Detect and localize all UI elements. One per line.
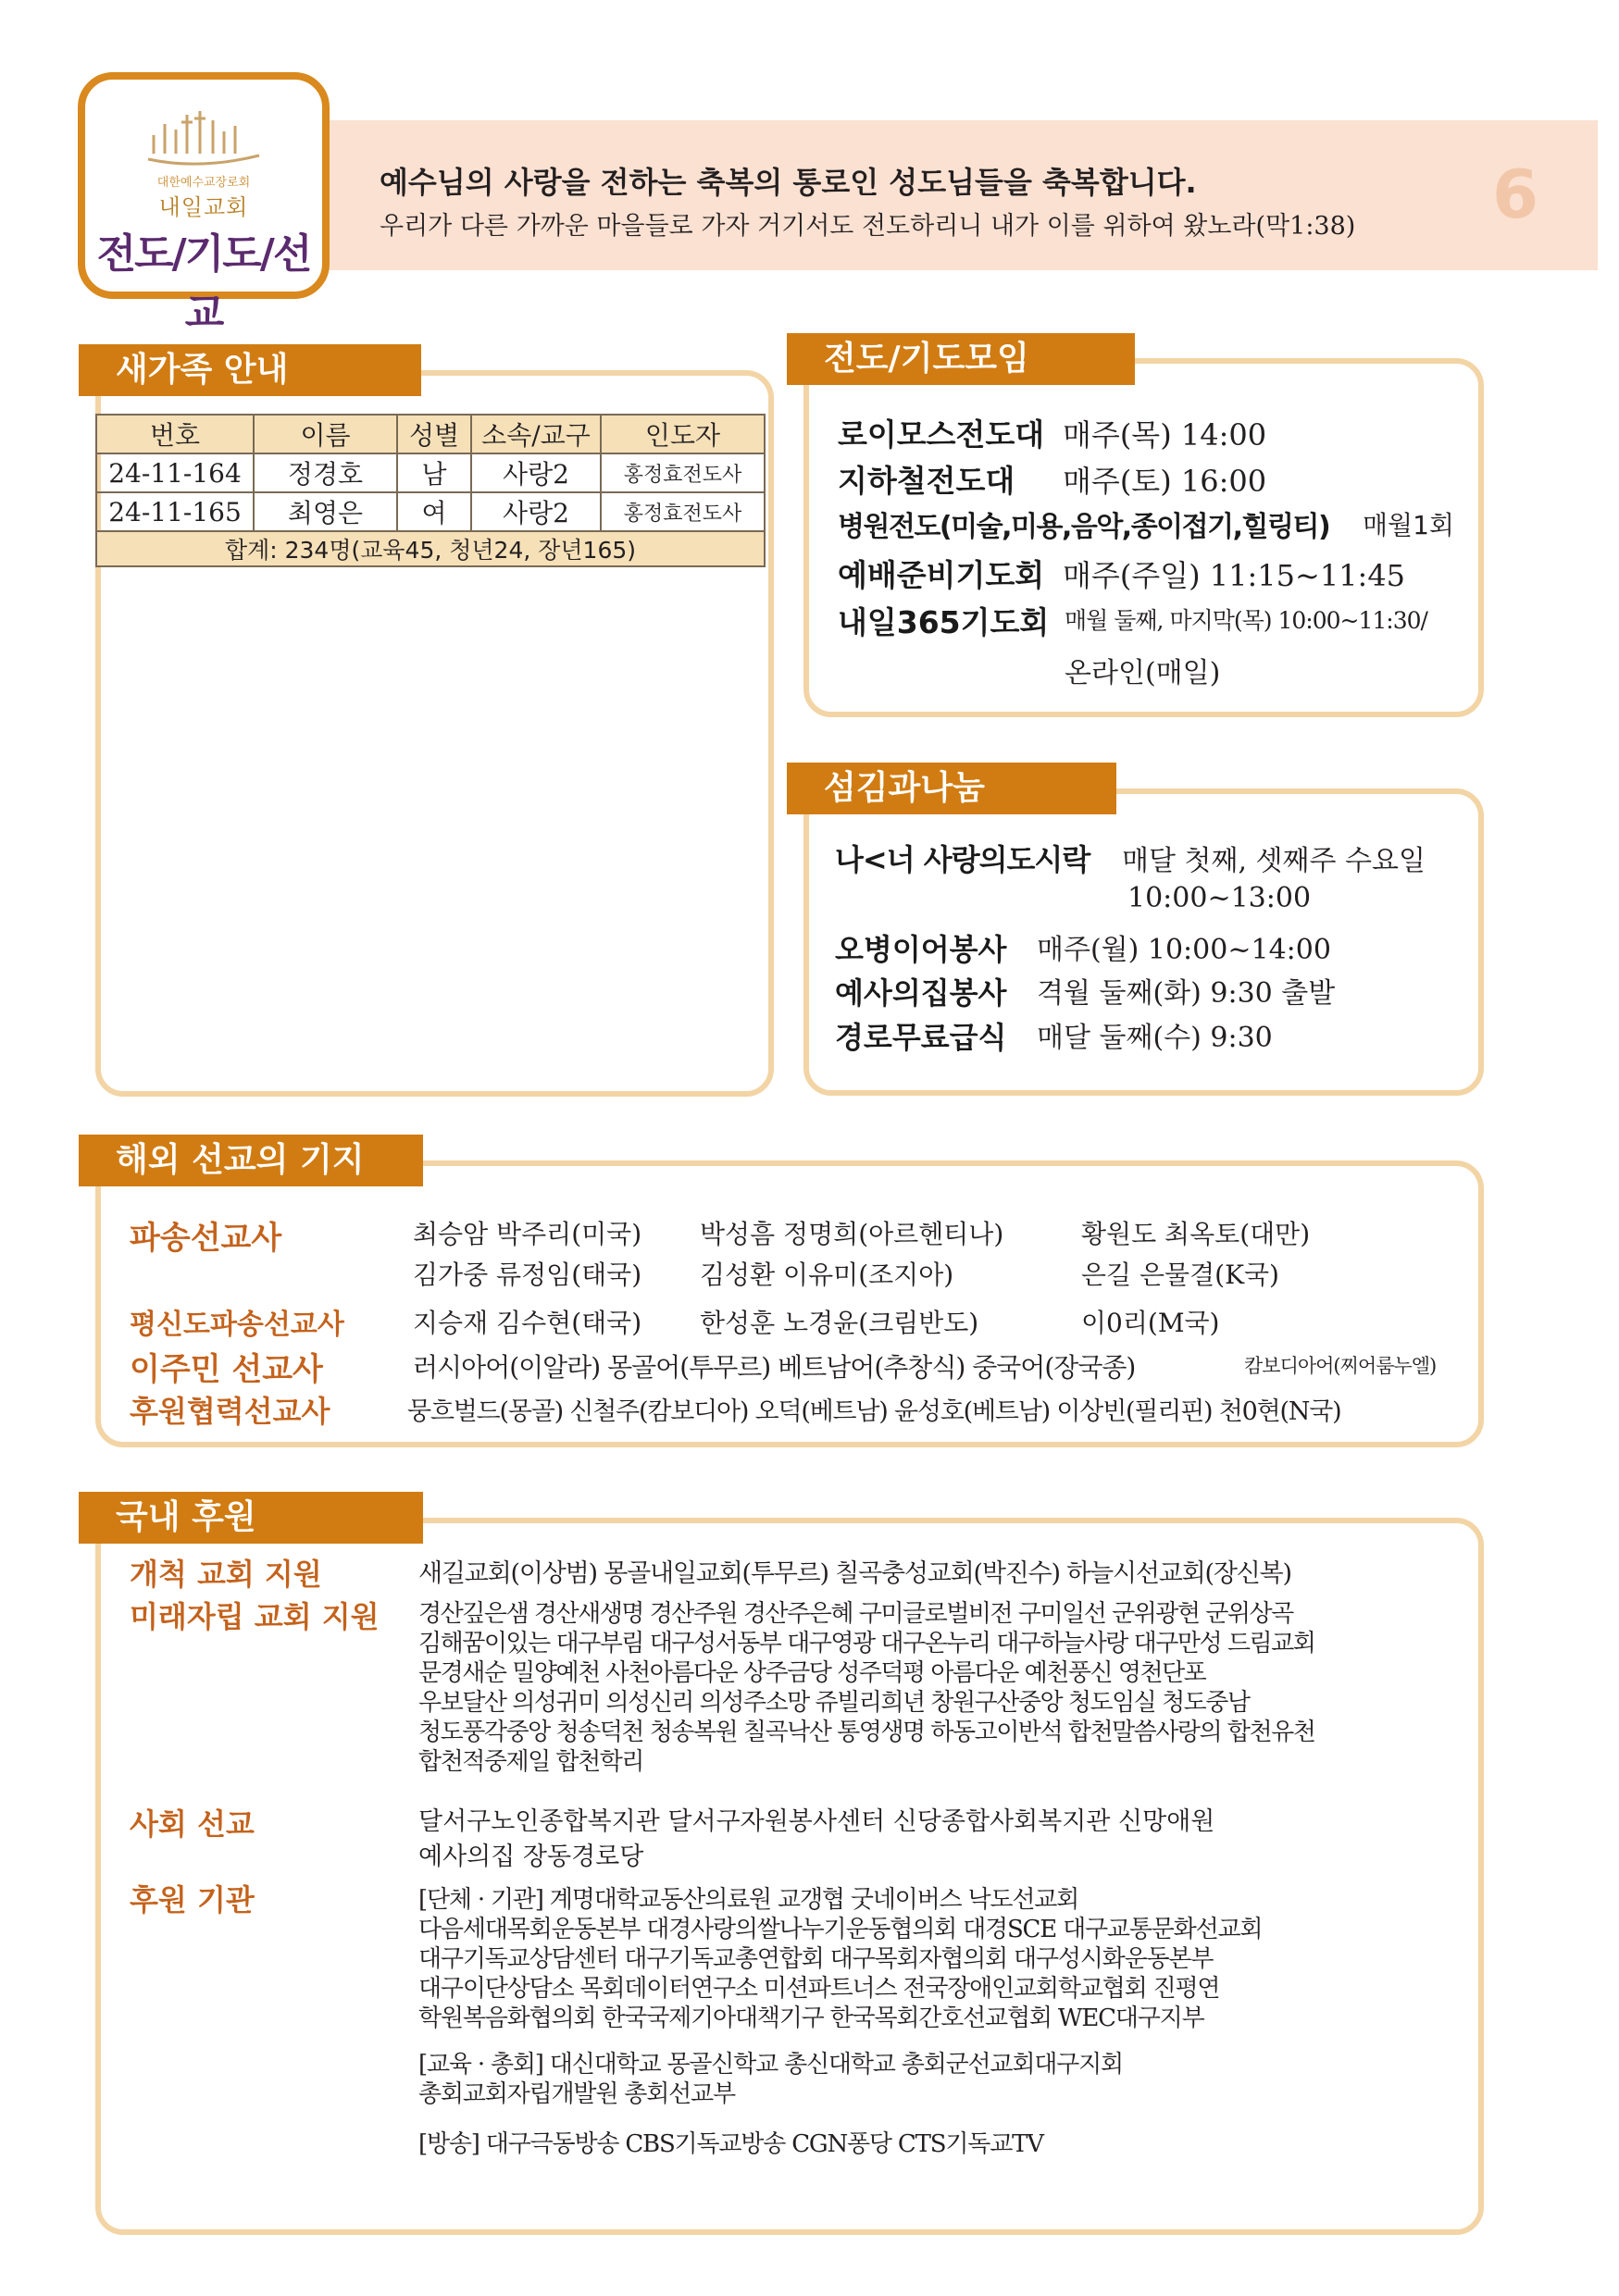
evangelism-label: 예배준비기도회 [838,557,1045,593]
table-cell: 24-11-165 [96,492,254,531]
section-title: 전도/기도/선교 [96,230,311,337]
missionary-entry: 지승재 김수현(태국) [413,1308,642,1338]
service-label: 오병이어봉사 [835,932,1007,967]
church-planting-label: 개척 교회 지원 [130,1557,322,1592]
table-cell: 남 [397,453,471,492]
migrant-missionary-label: 이주민 선교사 [130,1351,323,1388]
table-cell: 24-11-164 [96,453,254,492]
missionary-entry: 한성훈 노경윤(크림반도) [700,1308,979,1338]
evangelism-value: 매주(토) 16:00 [1063,464,1267,499]
table-row [96,453,765,492]
service-value: 매주(월) 10:00~14:00 [1037,934,1331,966]
support-org-line: 다음세대목회운동본부 대경사랑의쌀나누기운동협의회 대경SCE 대구교통문화선교회 [418,1916,1263,1943]
column-header: 번호 [96,415,254,453]
missionary-entry: 은길 은물결(K국) [1081,1260,1279,1290]
domestic-tab: 국내 후원 [79,1492,423,1544]
evangelism-value: 매월1회 [1363,510,1454,540]
table-cell: 홍정효전도사 [601,453,765,492]
social-mission-label: 사회 선교 [130,1806,255,1842]
table-cell: 사랑2 [471,492,601,531]
evangelism-label: 내일365기도회 [838,604,1050,640]
support-org-line: [교육 · 총회] 대신대학교 몽골신학교 총신대학교 총회군선교회대구지회 [418,2051,1123,2079]
table-cell: 정경호 [254,453,397,492]
evangelism-value: 매주(주일) 11:15~11:45 [1063,558,1406,593]
future-church-line: 청도풍각중앙 청송덕천 청송복원 칠곡낙산 통영생명 하동고이반석 합천말씀사랑의 합천유천 [418,1719,1315,1746]
support-org-line: 대구기독교상담센터 대구기독교총연합회 대구목회자협의회 대구성시화운동본부 [418,1945,1214,1973]
future-church-line: 문경새순 밀양예천 사천아름다운 상주금당 성주덕평 아름다운 예천풍신 영천단포 [418,1659,1206,1687]
evangelism-label: 지하철전도대 [838,463,1015,499]
service-value: 매달 둘째(수) 9:30 [1037,1022,1273,1054]
migrant-missionary-list: 러시아어(이알라) 몽골어(투무르) 베트남어(추창식) 중국어(장국종) [413,1352,1136,1383]
support-org-line: 총회교회자립개발원 총회선교부 [418,2080,735,2108]
table-row [96,492,765,531]
missionary-entry: 김성환 이유미(조지아) [700,1260,954,1290]
support-org-line: [단체 · 기관] 계명대학교동산의료원 교갱협 굿네이버스 낙도선교회 [418,1886,1079,1914]
support-org-line: 학원복음화협의회 한국국제기아대책기구 한국목회간호선교협회 WEC대구지부 [418,2004,1204,2032]
logo-subtitle: 대한예수교장로회 [156,176,251,190]
table-cell: 여 [397,492,471,531]
service-value: 매달 첫째, 셋째주 수요일 [1122,845,1426,877]
future-church-line: 김해꿈이있는 대구부림 대구성서동부 대구영광 대구온누리 대구하늘사랑 대구만성 드림교회 [418,1630,1315,1657]
evangelism-label: 로이모스전도대 [838,416,1045,453]
evangelism-value-2: 온라인(매일) [1065,657,1221,689]
future-church-line: 합천적중제일 합천학리 [418,1748,643,1776]
partner-missionary-list: 뭉흐벌드(몽골) 신철주(캄보디아) 오덕(베트남) 윤성호(베트남) 이상빈(필리핀) 천0현(N국) [407,1397,1341,1426]
support-org-line: 대구이단상담소 목회데이터연구소 미션파트너스 전국장애인교회학교협회 진평연 [418,1975,1220,2003]
bible-verse: 우리가 다른 가까운 마을들로 가자 거기서도 전도하리니 내가 이를 위하여 왔노라(막1:38) [380,212,1356,241]
evangelism-value: 매주(목) 14:00 [1063,417,1267,453]
missionary-entry: 박성흠 정명희(아르헨티나) [700,1219,1004,1249]
missionary-entry: 이0리(M국) [1081,1308,1220,1338]
church-planting-list: 새길교회(이상범) 몽골내일교회(투무르) 칠곡충성교회(박진수) 하늘시선교회(장신복) [418,1559,1291,1588]
table-cell: 사랑2 [471,453,601,492]
table-total-row [96,531,765,566]
lay-missionary-label: 평신도파송선교사 [130,1309,344,1341]
church-logo-box [78,72,330,337]
migrant-missionary-extra: 캄보디아어(찌어룸누엘) [1244,1355,1437,1377]
partner-missionary-label: 후원협력선교사 [130,1394,330,1429]
church-logo-icon [144,107,265,172]
social-mission-line: 예사의집 장동경로당 [418,1843,644,1871]
missionary-entry: 김가중 류정임(태국) [413,1260,642,1290]
missionary-entry: 황원도 최옥토(대만) [1081,1219,1311,1249]
column-header: 인도자 [601,415,765,453]
total-count: 합계: 234명(교육45, 청년24, 장년165) [96,531,765,566]
support-org-line: [방송] 대구극동방송 CBS기독교방송 CGN퐁당 CTS기독교TV [418,2130,1043,2158]
missionary-entry: 최승암 박주리(미국) [413,1219,642,1249]
page-number: 6 [1492,155,1539,233]
table-header-row [96,415,765,453]
service-tab: 섬김과나눔 [787,763,1116,814]
evangelism-tab: 전도/기도모임 [787,333,1135,385]
future-church-label: 미래자립 교회 지원 [130,1599,380,1634]
support-org-label: 후원 기관 [130,1882,255,1917]
table-cell: 최영은 [254,492,397,531]
new-family-table [95,414,766,567]
future-church-line: 경산깊은샘 경산새생명 경산주원 경산주은혜 구미글로벌비전 구미일선 군위광현 군위상곡 [418,1600,1293,1628]
evangelism-label: 병원전도(미술,미용,음악,종이접기,힐링티) [838,511,1330,543]
evangelism-value: 매월 둘째, 마지막(목) 10:00~11:30/ [1065,607,1427,634]
social-mission-line: 달서구노인종합복지관 달서구자원봉사센터 신당종합사회복지관 신망애원 [418,1807,1215,1836]
service-label: 예사의집봉사 [835,975,1007,1011]
sent-missionary-label: 파송선교사 [130,1220,282,1257]
table-cell: 홍정효전도사 [601,492,765,531]
column-header: 성별 [397,415,471,453]
headline: 예수님의 사랑을 전하는 축복의 통로인 성도님들을 축복합니다. [380,165,1197,200]
logo-church-name: 내일교회 [158,194,249,220]
overseas-tab: 해외 선교의 기지 [79,1135,423,1186]
column-header: 이름 [254,415,397,453]
new-family-tab: 새가족 안내 [79,344,421,396]
service-value-2: 10:00~13:00 [1127,882,1312,914]
service-label: 경로무료급식 [835,1020,1007,1055]
column-header: 소속/교구 [471,415,601,453]
service-value: 격월 둘째(화) 9:30 출발 [1037,977,1336,1010]
future-church-line: 우보달산 의성귀미 의성신리 의성주소망 쥬빌리희년 창원구산중앙 청도임실 청도중남 [418,1689,1250,1717]
service-label: 나<너 사랑의도시락 [835,842,1090,877]
